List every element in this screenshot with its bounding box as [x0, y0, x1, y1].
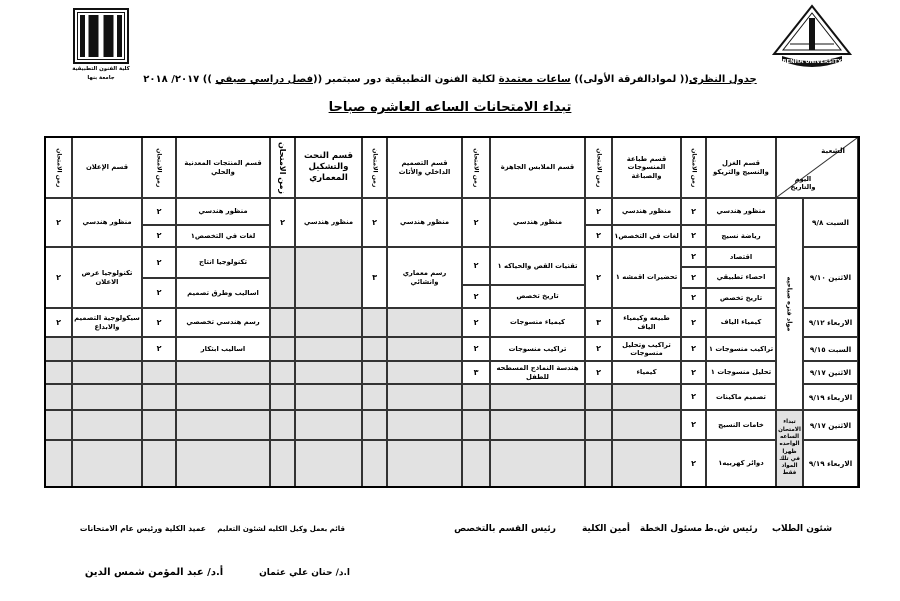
- subject-cell: منظور هندسي: [72, 198, 142, 247]
- subject-cell: هندسة النماذج المسطحه للطفل: [490, 361, 585, 384]
- subject-cell: تاريخ تخصص: [490, 285, 585, 308]
- dept-header-tasmim: قسم التصميم الداخلي والأثاث: [387, 137, 462, 198]
- subject-cell: اساليب وطرق تصميم: [176, 278, 270, 308]
- subject-cell: لغات في التخصص١: [176, 225, 270, 247]
- duration-header: زمن الامتحان: [270, 137, 295, 198]
- subject-cell: منظور هندسي: [295, 198, 362, 247]
- subject-cell: منظور هندسي: [612, 198, 681, 225]
- signature-vice-dean-name: ا.د/ حنان علي عثمان: [259, 568, 350, 578]
- empty-cell: [362, 410, 387, 440]
- division-label: الشعبة: [821, 146, 845, 155]
- empty-cell: [72, 440, 142, 487]
- duration-cell: ٢: [142, 247, 176, 278]
- duration-cell: ٢: [45, 247, 72, 308]
- empty-cell: [270, 361, 295, 384]
- duration-cell: ٢: [142, 278, 176, 308]
- empty-cell: [387, 384, 462, 410]
- empty-cell: [612, 440, 681, 487]
- duration-cell: ٢: [462, 247, 490, 285]
- duration-header: زمن الامتحان: [142, 137, 176, 198]
- duration-cell: ٢: [142, 198, 176, 225]
- empty-cell: [387, 440, 462, 487]
- duration-cell: ٢: [45, 198, 72, 247]
- duration-cell: ٢: [681, 384, 706, 410]
- date-cell: السبت ٩/١٥: [803, 337, 858, 361]
- empty-cell: [45, 440, 72, 487]
- empty-cell: [295, 308, 362, 337]
- empty-cell: [362, 440, 387, 487]
- date-cell: الاثنين ٩/١٧: [803, 361, 858, 384]
- faculty-emblem: [80, 15, 122, 57]
- morning-note: مواد فتره صباحيه: [776, 198, 803, 410]
- duration-cell: ٢: [585, 225, 612, 247]
- empty-cell: [612, 384, 681, 410]
- subject-cell: اقتصاد: [706, 247, 776, 267]
- signature-vice-dean-title: قائم بعمل وكيل الكليه لشئون التعليم: [217, 525, 345, 533]
- subject-cell: سيكولوجية التصميم والابداع: [72, 308, 142, 337]
- empty-cell: [362, 361, 387, 384]
- date-cell: الاربعاء ٩/١٩: [803, 384, 858, 410]
- subject-cell: احصاء تطبيقي: [706, 267, 776, 288]
- empty-cell: [362, 337, 387, 361]
- empty-cell: [362, 308, 387, 337]
- faculty-logo-line2: جامعة بنها: [87, 74, 115, 81]
- duration-cell: ٢: [142, 225, 176, 247]
- title-part-faculty: لكلية الفنون التطبيقية دور سبتمبر ((: [313, 74, 499, 85]
- empty-cell: [270, 384, 295, 410]
- dept-header-tibaa: قسم طباعة المنسوجات والصباغة: [612, 137, 681, 198]
- date-cell: الاربعاء ٩/١٩: [803, 440, 858, 487]
- empty-cell: [295, 410, 362, 440]
- empty-cell: [462, 440, 490, 487]
- empty-cell: [72, 384, 142, 410]
- empty-cell: [585, 384, 612, 410]
- empty-cell: [72, 337, 142, 361]
- page-title: [50, 74, 850, 85]
- empty-cell: [295, 247, 362, 308]
- empty-cell: [295, 337, 362, 361]
- empty-cell: [295, 384, 362, 410]
- empty-cell: [270, 247, 295, 308]
- title-part-schedule: جدول النظرى: [688, 74, 757, 85]
- empty-cell: [142, 361, 176, 384]
- subject-cell: تراكيب وتحليل منسوجات: [612, 337, 681, 361]
- duration-cell: ٣: [362, 247, 387, 308]
- duration-cell: ٢: [462, 337, 490, 361]
- duration-cell: ٢: [681, 247, 706, 267]
- afternoon-note: تبداء الامتحان الساعه الواحده ظهرا في تلك المواد فقط: [776, 410, 803, 487]
- dept-header-naht: قسم النحت والتشكيل المعماري: [295, 137, 362, 198]
- subject-cell: رياضة نسيج: [706, 225, 776, 247]
- empty-cell: [387, 410, 462, 440]
- empty-cell: [387, 337, 462, 361]
- duration-header: زمن الامتحان: [585, 137, 612, 198]
- signature-dean-name: أ.د/ عبد المؤمن شمس الدين: [84, 567, 224, 578]
- empty-cell: [387, 361, 462, 384]
- dept-header-malabis: قسم الملابس الجاهزة: [490, 137, 585, 198]
- subject-cell: رسم هندسي تخصصي: [176, 308, 270, 337]
- empty-cell: [585, 410, 612, 440]
- duration-cell: ٢: [270, 198, 295, 247]
- empty-cell: [72, 361, 142, 384]
- duration-cell: ٢: [462, 198, 490, 247]
- duration-cell: ٢: [585, 247, 612, 308]
- empty-cell: [142, 440, 176, 487]
- subject-cell: دوائر كهربيه١: [706, 440, 776, 487]
- subject-cell: منظور هندسي: [176, 198, 270, 225]
- date-cell: الاثنين ٩/١٠: [803, 247, 858, 308]
- university-logo: [766, 4, 858, 76]
- signature-student-affairs: شئون الطلاب: [771, 524, 833, 534]
- duration-cell: ٣: [585, 308, 612, 337]
- signature-dean-title: عميد الكلية ورئيس عام الامتحانات: [79, 524, 206, 533]
- duration-cell: ٢: [462, 308, 490, 337]
- subject-cell: لغات في التخصص١: [612, 225, 681, 247]
- subject-cell: منظور هندسي: [490, 198, 585, 247]
- subject-cell: تكنولوجيا انتاج: [176, 247, 270, 278]
- obelisk-icon: [809, 18, 815, 50]
- subject-cell: طبيعه وكيمياء الياف: [612, 308, 681, 337]
- empty-cell: [176, 410, 270, 440]
- duration-cell: ٢: [462, 285, 490, 308]
- duration-cell: ٢: [142, 308, 176, 337]
- empty-cell: [270, 308, 295, 337]
- subject-cell: تراكيب منسوجات ١: [706, 337, 776, 361]
- subject-cell: تكنولوجيا عرض الاعلان: [72, 247, 142, 308]
- duration-cell: ٢: [681, 440, 706, 487]
- empty-cell: [45, 337, 72, 361]
- duration-cell: ٢: [585, 361, 612, 384]
- title-part-semester: فصل دراسي صيفي: [215, 74, 314, 85]
- title-part-credit-hours: ساعات معتمدة: [498, 74, 571, 85]
- empty-cell: [362, 384, 387, 410]
- empty-cell: [295, 361, 362, 384]
- empty-cell: [490, 384, 585, 410]
- faculty-logo: [62, 8, 140, 82]
- empty-cell: [295, 440, 362, 487]
- duration-cell: ٢: [681, 198, 706, 225]
- empty-cell: [176, 440, 270, 487]
- date-cell: السبت ٩/٨: [803, 198, 858, 247]
- subject-cell: اساليب ابتكار: [176, 337, 270, 361]
- empty-cell: [462, 384, 490, 410]
- empty-cell: [490, 440, 585, 487]
- title-part-grade: (( لموادالفرقة الأولى)): [570, 74, 689, 85]
- duration-cell: ٢: [681, 308, 706, 337]
- faculty-logo-line1: كلية الفنون التطبيقية: [72, 66, 130, 72]
- empty-cell: [142, 410, 176, 440]
- dept-header-i3lan: قسم الإعلان: [72, 137, 142, 198]
- subject-cell: تاريخ تخصص: [706, 288, 776, 308]
- subject-cell: تحليل منسوجات ١: [706, 361, 776, 384]
- duration-cell: ٢: [362, 198, 387, 247]
- duration-header: زمن الامتحان: [45, 137, 72, 198]
- day-date-label: اليوم والتاريخ: [790, 175, 816, 192]
- corner-cell: [776, 137, 858, 198]
- duration-cell: ٢: [585, 198, 612, 225]
- empty-cell: [45, 410, 72, 440]
- subject-cell: تراكيب منسوجات: [490, 337, 585, 361]
- duration-cell: ٢: [681, 267, 706, 288]
- duration-cell: ٢: [681, 410, 706, 440]
- empty-cell: [45, 361, 72, 384]
- empty-cell: [462, 410, 490, 440]
- empty-cell: [612, 410, 681, 440]
- empty-cell: [72, 410, 142, 440]
- title-part-year: )) ٢٠١٧/ ٢٠١٨: [143, 74, 216, 85]
- subject-cell: منظور هندسي: [706, 198, 776, 225]
- duration-cell: ٢: [681, 288, 706, 308]
- subject-cell: كيمياء: [612, 361, 681, 384]
- subject-cell: رسم معماري وانشائي: [387, 247, 462, 308]
- empty-cell: [490, 410, 585, 440]
- subject-cell: كيمياء منسوجات: [490, 308, 585, 337]
- subject-cell: تحضيرات اقمشه ١: [612, 247, 681, 308]
- empty-cell: [270, 410, 295, 440]
- duration-cell: ٣: [462, 361, 490, 384]
- duration-header: زمن الامتحان: [362, 137, 387, 198]
- subject-cell: خامات النسيج: [706, 410, 776, 440]
- duration-cell: ٢: [585, 337, 612, 361]
- empty-cell: [585, 440, 612, 487]
- faculty-logo-box: [73, 8, 129, 64]
- empty-cell: [45, 384, 72, 410]
- empty-cell: [270, 440, 295, 487]
- dept-header-ghazl: قسم الغزل والنسيج والتريكو: [706, 137, 776, 198]
- duration-cell: ٢: [681, 361, 706, 384]
- duration-cell: ٢: [45, 308, 72, 337]
- signature-faculty-secretary: أمين الكلية: [581, 524, 631, 534]
- signature-plan-officer: مسئول الخطة: [639, 524, 703, 534]
- subject-cell: كيمياء الياف: [706, 308, 776, 337]
- date-cell: الاربعاء ٩/١٢: [803, 308, 858, 337]
- duration-cell: ٢: [142, 337, 176, 361]
- duration-header: زمن الامتحان: [462, 137, 490, 198]
- empty-cell: [270, 337, 295, 361]
- date-cell: الاثنين ٩/١٧: [803, 410, 858, 440]
- signature-head-student-affairs: رئيس ش.ط: [704, 524, 758, 534]
- signature-dept-head: رئيس القسم بالتخصص: [454, 524, 556, 534]
- empty-cell: [176, 384, 270, 410]
- dept-header-muntagat: قسم المنتجات المعدنية والحلي: [176, 137, 270, 198]
- page-subtitle: تبداء الامتحانات الساعه العاشره صباحا: [328, 100, 572, 115]
- subject-cell: تقنيات القص والحياكه ١: [490, 247, 585, 285]
- duration-header: زمن الامتحان: [681, 137, 706, 198]
- subject-cell: منظور هندسي: [387, 198, 462, 247]
- empty-cell: [176, 361, 270, 384]
- duration-cell: ٢: [681, 337, 706, 361]
- subject-cell: تصميم ماكينات: [706, 384, 776, 410]
- empty-cell: [387, 308, 462, 337]
- empty-cell: [142, 384, 176, 410]
- university-banner-text: BENHA UNIVERSITY: [782, 59, 842, 65]
- duration-cell: ٢: [681, 225, 706, 247]
